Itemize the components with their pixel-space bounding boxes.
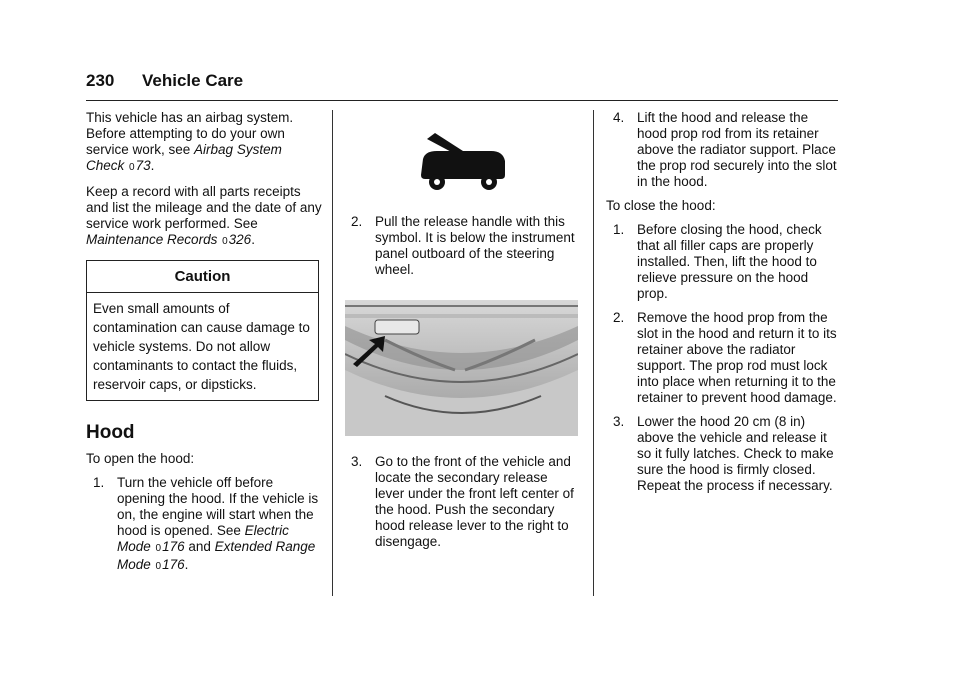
column-middle — [345, 110, 580, 558]
secondary-release-photo — [345, 300, 578, 436]
hood-open-car-icon — [417, 127, 509, 191]
caution-title: Caution — [87, 261, 318, 293]
open-step: 2. Pull the release handle with this symbol. It is below the instrument panel outboard of the steering wheel. — [351, 214, 575, 277]
step-number: 3. — [351, 454, 363, 469]
hood-release-symbol — [345, 110, 580, 208]
column-divider — [593, 110, 594, 596]
open-step: 3. Go to the front of the vehicle and locate the secondary release lever under the front left center of the hood. Push the secondary hood release lever to the right to disengage. — [351, 454, 574, 549]
page-ref-arrow-icon: 0 — [155, 561, 162, 572]
step-number: 4. — [613, 110, 625, 125]
open-step: 1. Turn the vehicle off before opening the hood. If the vehicle is on, the engine will start when the hood is opened. See Electric Mode 0176 and Extended Range Mode 0176. — [93, 475, 319, 572]
xref-maintenance-records[interactable]: Maintenance Records — [86, 232, 218, 247]
column-divider — [332, 110, 333, 596]
column-left — [86, 110, 322, 583]
close-intro: To close the hood: — [606, 198, 716, 213]
step-number: 1. — [613, 222, 625, 237]
xref-airbag-system-check[interactable]: Airbag System Check — [86, 142, 282, 173]
step-number: 1. — [93, 475, 105, 490]
step-number: 3. — [613, 414, 625, 429]
caution-text: Even small amounts of contamination can cause damage to vehicle systems. Do not allow contaminants to contact the fluids, reservoir caps, or dipsticks. — [93, 301, 310, 392]
xref-electric-mode[interactable]: Electric Mode — [117, 523, 289, 554]
page-title: Vehicle Care — [142, 71, 244, 90]
intro-paragraph: This vehicle has an airbag system. Before attempting to do your own service work, see Airbag System Check 073. — [86, 110, 294, 173]
page-ref[interactable]: 73 — [135, 158, 151, 173]
page-number: 230 — [86, 71, 115, 90]
close-step: 2. Remove the hood prop from the slot in the hood and return it to its retainer above the radiator support. The prop rod must lock into place when returning it to the retainer to prevent hood damage. — [613, 310, 837, 405]
record-paragraph: Keep a record with all parts receipts and list the mileage and the date of any service work performed. See Maintenance Records 0326. — [86, 184, 322, 247]
page-ref-arrow-icon: 0 — [222, 236, 228, 247]
caution-box — [86, 260, 319, 401]
page-ref-arrow-icon: 0 — [129, 162, 135, 173]
page-header — [86, 73, 838, 101]
close-step: 3. Lower the hood 20 cm (8 in) above the vehicle and release it so it fully latches. Check to make sure the hood is firmly closed. Repeat the process if necessary. — [613, 414, 834, 493]
xref-extended-range-mode[interactable]: Extended Range Mode — [117, 539, 316, 572]
page-ref[interactable]: 326 — [228, 232, 252, 247]
section-heading: Hood — [86, 422, 135, 443]
open-intro: To open the hood: — [86, 451, 195, 466]
step-number: 2. — [351, 214, 363, 229]
column-right — [606, 110, 838, 502]
page-ref[interactable]: 176 — [162, 557, 185, 572]
close-step: 1. Before closing the hood, check that all filler caps are properly installed. Then, lift the hood to relieve pressure on the hood prop. — [613, 222, 822, 301]
step-number: 2. — [613, 310, 625, 325]
page-ref[interactable]: 176 — [162, 539, 185, 554]
page-ref-arrow-icon: 0 — [155, 543, 162, 554]
open-step: 4. Lift the hood and release the hood prop rod from its retainer above the radiator support. Place the prop rod securely into the slot in the hood. — [613, 110, 837, 189]
